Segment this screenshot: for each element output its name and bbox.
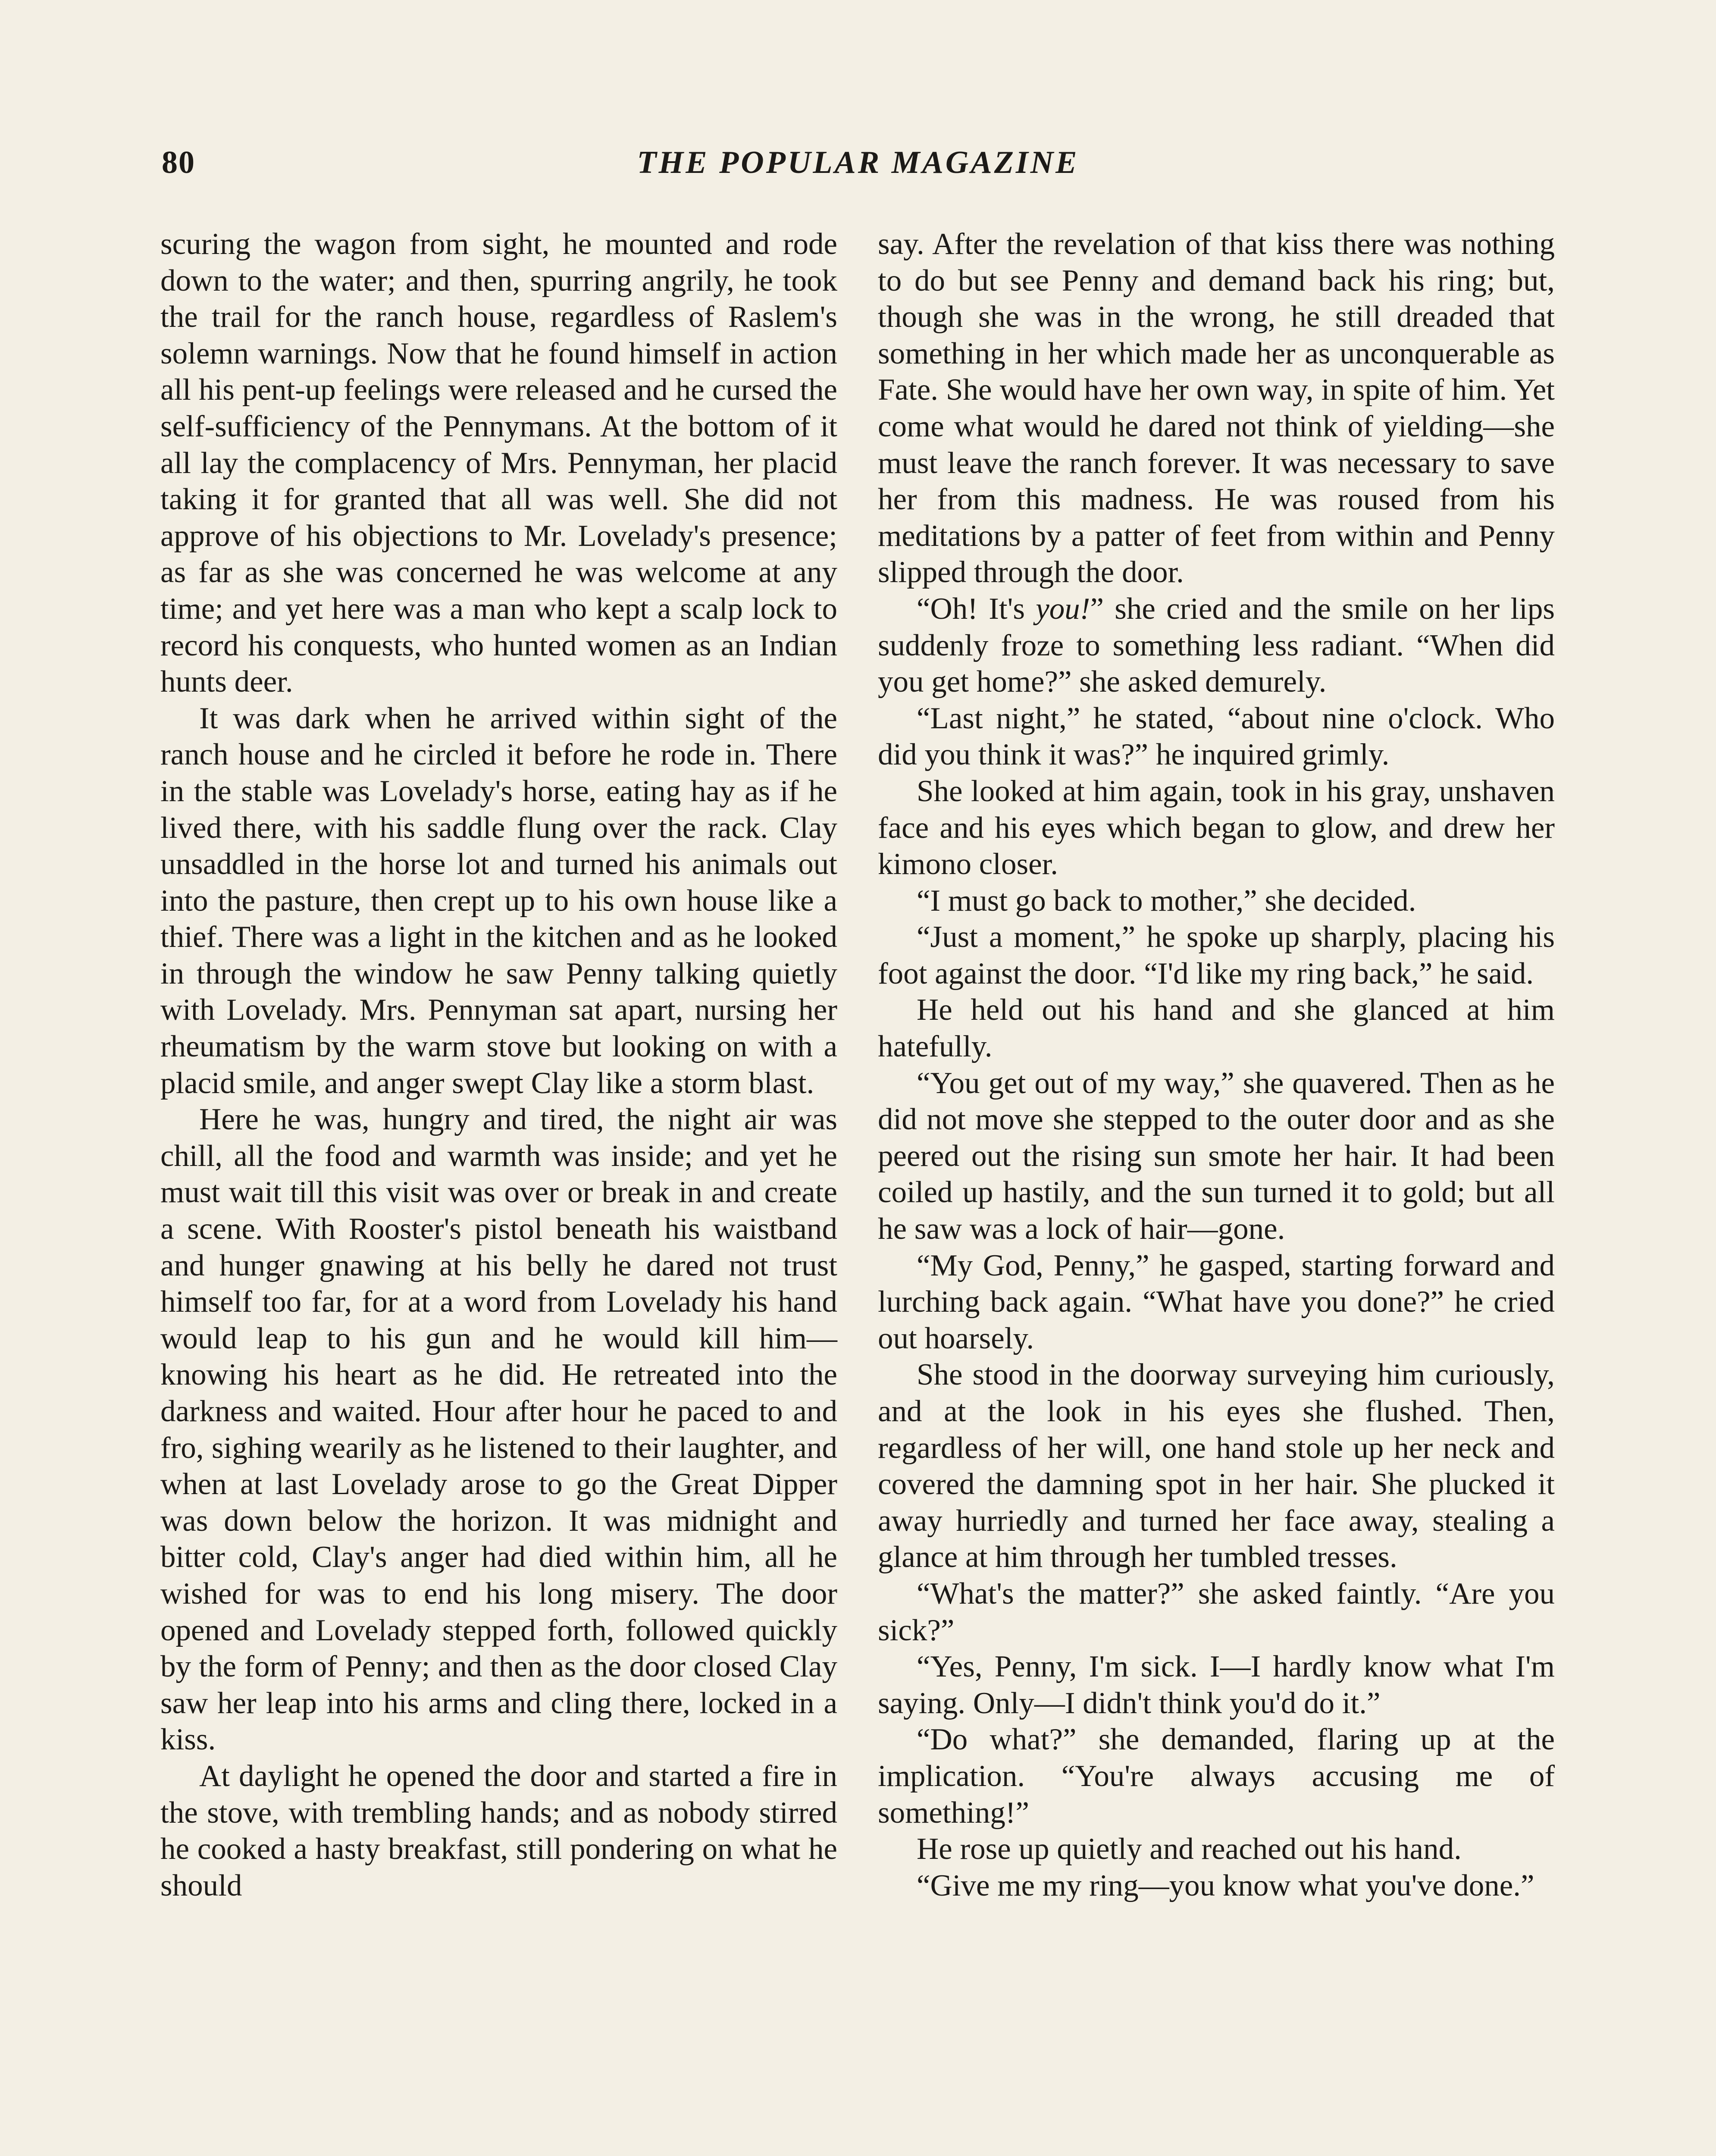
paragraph xyxy=(878,591,1555,700)
paragraph-text: “Oh! It's xyxy=(917,592,1036,626)
paragraph: “Yes, Penny, I'm sick. I—I hardly know what I'm saying. Only—I didn't think you'd do it.” xyxy=(878,1650,1555,1720)
text-column-left xyxy=(160,226,837,1904)
running-head-title: THE POPULAR MAGAZINE xyxy=(637,145,1079,180)
paragraph: It was dark when he arrived within sight of the ranch house and he circled it before he rode in. There in the stable was Lovelady's horse, eating hay as if he lived there, with his saddle flung over the rack. Clay unsaddled in the horse lot and turned his animals out into the pasture, then crept up to his own house like a thief. There was a light in the kitchen and as he looked in through the window he saw Penny talking quietly with Lovelady. Mrs. Pennyman sat apart, nursing her rheumatism by the warm stove but looking on with a placid smile, and anger swept Clay like a storm blast. xyxy=(160,701,837,1100)
paragraph: At daylight he opened the door and started a fire in the stove, with trembling hands; and as nobody stirred he cooked a hasty breakfast, still pondering on what he should xyxy=(160,1759,837,1902)
paragraph: He rose up quietly and reached out his hand. xyxy=(917,1832,1462,1866)
emphasis-text: you! xyxy=(1036,592,1090,626)
paragraph: Here he was, hungry and tired, the night air was chill, all the food and warmth was inside; and yet he must wait till this visit was over or break in and create a scene. With Rooster's pistol beneath his waistband and hunger gnawing at his belly he dared not trust himself too far, for at a word from Lovelady his hand would leap to his gun and he would kill him—knowing his heart as he did. He retreated into the darkness and waited. Hour after hour he paced to and fro, sighing wearily as he listened to their laughter, and when at last Lovelady arose to go the Great Dipper was down below the horizon. It was midnight and bitter cold, Clay's anger had died within him, all he wished for was to end his long misery. The door opened and Lovelady stepped forth, followed quickly by the form of Penny; and then as the door closed Clay saw her leap into his arms and cling there, locked in a kiss. xyxy=(160,1103,837,1757)
paragraph: scuring the wagon from sight, he mounted and rode down to the water; and then, spurring angrily, he took the trail for the ranch house, regardless of Raslem's solemn warnings. Now that he found himself in action all his pent-up feelings were released and he cursed the self-sufficiency of the Pennymans. At the bottom of it all lay the complacency of Mrs. Pennyman, her placid taking it for granted that all was well. She did not approve of his objections to Mr. Lovelady's presence; as far as she was concerned he was welcome at any time; and yet here was a man who kept a scalp lock to record his conquests, who hunted women as an Indian hunts deer. xyxy=(160,227,837,699)
paragraph: “Last night,” he stated, “about nine o'clock. Who did you think it was?” he inquired grimly. xyxy=(878,701,1555,772)
paragraph: “You get out of my way,” she quavered. Then as he did not move she stepped to the outer door and as she peered out the rising sun smote her hair. It had been coiled up hastily, and the sun turned it to gold; but all he saw was a lock of hair—gone. xyxy=(878,1066,1555,1246)
paragraph: say. After the revelation of that kiss there was nothing to do but see Penny and demand back his ring; but, though she was in the wrong, he still dreaded that something in her which made her as unconquerable as Fate. She would have her own way, in spite of him. Yet come what would he dared not think of yielding—she must leave the ranch forever. It was necessary to save her from this madness. He was roused from his meditations by a patter of feet from within and Penny slipped through the door. xyxy=(878,227,1555,589)
paragraph: “Do what?” she demanded, flaring up at the implication. “You're always accusing me of something!” xyxy=(878,1723,1555,1830)
paragraph: “Give me my ring—you know what you've done.” xyxy=(917,1868,1534,1902)
paragraph: “My God, Penny,” he gasped, starting forward and lurching back again. “What have you done?” he cried out hoarsely. xyxy=(878,1248,1555,1355)
page-number: 80 xyxy=(162,145,195,180)
paragraph: He held out his hand and she glanced at him hatefully. xyxy=(878,993,1555,1064)
paragraph: She stood in the doorway surveying him curiously, and at the look in his eyes she flushed. Then, regardless of her will, one hand stole up her neck and covered the damning spot in her hair. She plucked it away hurriedly and turned her face away, stealing a glance at him through her tumbled tresses. xyxy=(878,1358,1555,1574)
paragraph-text: ” she cried and the smile on her lips suddenly froze to something less radiant. “When did you get home?” she asked demurely. xyxy=(878,592,1555,699)
text-column-right xyxy=(878,226,1555,1904)
paragraph: She looked at him again, took in his gray, unshaven face and his eyes which began to glow, and drew her kimono closer. xyxy=(878,774,1555,881)
paragraph: “What's the matter?” she asked faintly. “Are you sick?” xyxy=(878,1576,1555,1647)
paragraph: “I must go back to mother,” she decided. xyxy=(917,884,1416,918)
paragraph: “Just a moment,” he spoke up sharply, placing his foot against the door. “I'd like my ring back,” he said. xyxy=(878,920,1555,990)
